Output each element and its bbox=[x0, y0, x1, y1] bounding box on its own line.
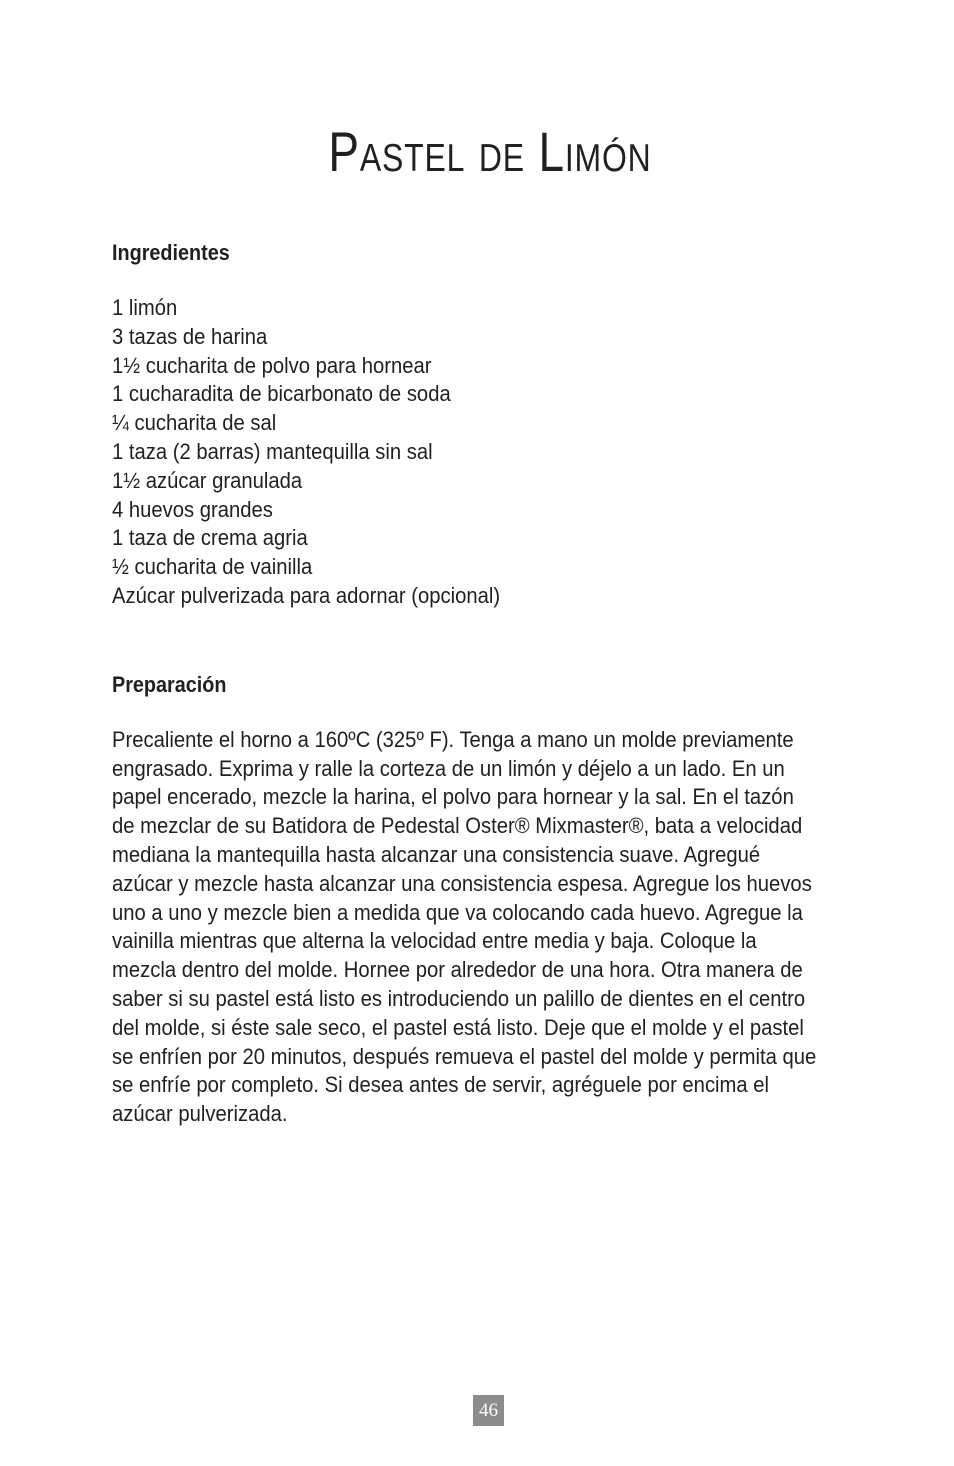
page-title: Pastel de Limón bbox=[328, 120, 652, 183]
ingredient-item: 1½ cucharita de polvo para hornear bbox=[112, 352, 432, 378]
preparation-line: mediana la mantequilla hasta alcanzar una consistencia suave. Agregué bbox=[112, 841, 761, 867]
ingredient-item: 1 cucharadita de bicarbonato de soda bbox=[112, 381, 451, 407]
ingredients-heading: Ingredientes bbox=[112, 240, 230, 265]
preparation-line: azúcar y mezcle hasta alcanzar una consistencia espesa. Agregue los huevos bbox=[112, 870, 812, 896]
ingredient-item: 1 taza de crema agria bbox=[112, 525, 308, 551]
preparation-line: se enfríe por completo. Si desea antes de servir, agréguele por encima el bbox=[112, 1072, 770, 1098]
ingredient-list bbox=[112, 294, 882, 611]
preparation-line: se enfríen por 20 minutos, después remueva el pastel del molde y permita que bbox=[112, 1043, 817, 1069]
ingredient-item: 1½ azúcar granulada bbox=[112, 467, 303, 493]
preparation-line: saber si su pastel está listo es introduciendo un palillo de dientes en el centro bbox=[112, 985, 806, 1011]
ingredient-item: ½ cucharita de vainilla bbox=[112, 554, 313, 580]
preparation-line: papel encerado, mezcle la harina, el polvo para hornear y la sal. En el tazón bbox=[112, 784, 794, 810]
preparation-line: engrasado. Exprima y ralle la corteza de un limón y déjelo a un lado. En un bbox=[112, 755, 785, 781]
preparation-line: uno a uno y mezcle bien a medida que va colocando cada huevo. Agregue la bbox=[112, 899, 803, 925]
preparation-line: de mezclar de su Batidora de Pedestal Oster® Mixmaster®, bata a velocidad bbox=[112, 813, 803, 839]
preparation-heading: Preparación bbox=[112, 671, 227, 697]
preparation-line: Precaliente el horno a 160ºC (325º F). Tenga a mano un molde previamente bbox=[112, 726, 794, 752]
ingredient-item: 3 tazas de harina bbox=[112, 323, 268, 349]
preparation-line: del molde, si éste sale seco, el pastel está listo. Deje que el molde y el pastel bbox=[112, 1014, 804, 1040]
ingredient-item: ¼ cucharita de sal bbox=[112, 410, 277, 436]
page-number: 46 bbox=[473, 1395, 504, 1426]
preparation-text bbox=[112, 726, 882, 1129]
ingredient-item: 1 taza (2 barras) mantequilla sin sal bbox=[112, 438, 433, 464]
preparation-line: vainilla mientras que alterna la velocidad entre media y baja. Coloque la bbox=[112, 928, 757, 954]
preparation-line: azúcar pulverizada. bbox=[112, 1101, 288, 1127]
ingredient-item: 4 huevos grandes bbox=[112, 496, 273, 522]
ingredient-item: Azúcar pulverizada para adornar (opcional) bbox=[112, 582, 501, 608]
preparation-line: mezcla dentro del molde. Hornee por alrededor de una hora. Otra manera de bbox=[112, 957, 803, 983]
ingredient-item: 1 limón bbox=[112, 295, 178, 320]
recipe-content bbox=[112, 236, 882, 1129]
